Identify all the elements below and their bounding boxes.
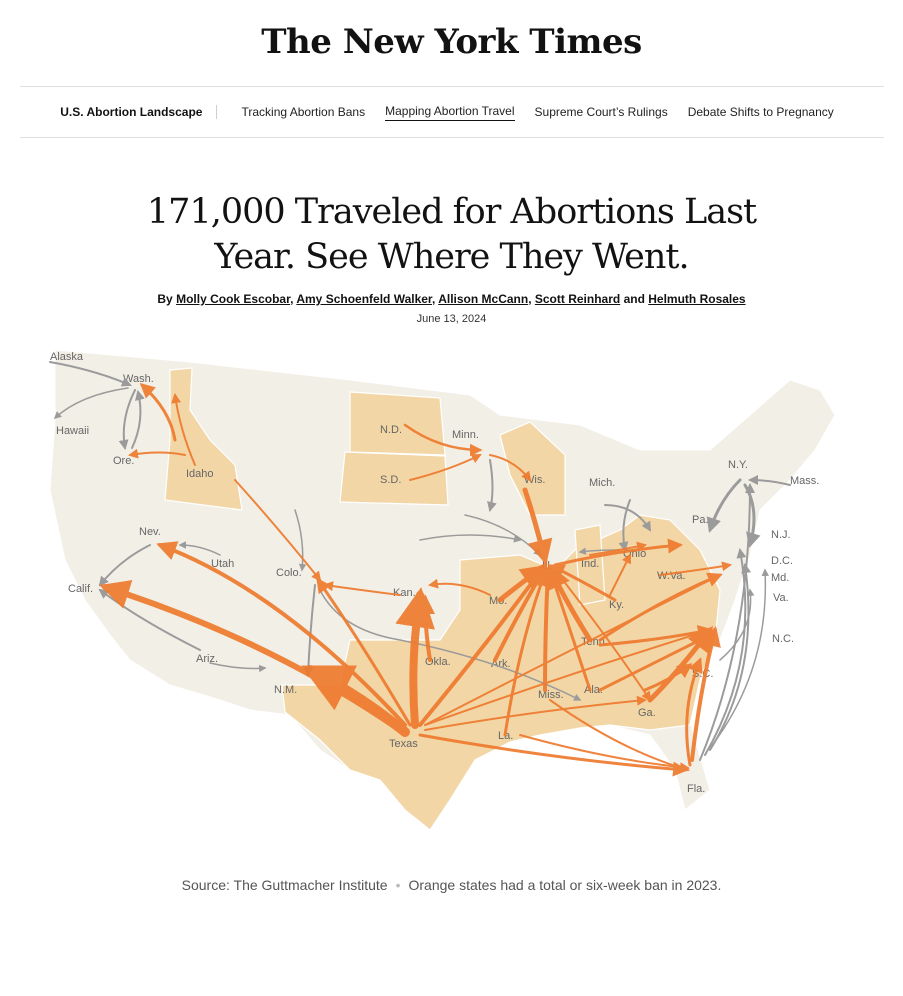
label-hawaii: Hawaii: [56, 425, 90, 437]
publish-date: June 13, 2024: [416, 313, 487, 325]
label-ny: N.Y.: [728, 459, 748, 471]
nav-item-tracking-bans[interactable]: Tracking Abortion Bans: [241, 105, 366, 119]
nyt-masthead[interactable]: [0, 22, 903, 62]
abortion-travel-map: [20, 340, 880, 840]
headline-line-1: 171,000 Traveled for Abortions Last: [146, 192, 757, 232]
headline: [0, 190, 903, 280]
label-mo: Mo.: [489, 595, 508, 607]
label-ala: Ala.: [584, 684, 603, 696]
author-link[interactable]: Helmuth Rosales: [648, 292, 746, 306]
label-ga: Ga.: [638, 707, 656, 719]
label-wis: Wis.: [524, 474, 546, 486]
label-miss: Miss.: [538, 689, 564, 701]
label-la: La.: [498, 730, 514, 742]
label-sc: S.C.: [692, 668, 714, 680]
source-text: Source: The Guttmacher Institute: [181, 877, 388, 893]
label-ky: Ky.: [609, 599, 625, 611]
byline-prefix: By: [157, 292, 173, 306]
label-nm: N.M.: [274, 684, 298, 696]
label-utah: Utah: [211, 558, 235, 570]
author-link[interactable]: Allison McCann: [438, 292, 529, 306]
author-link[interactable]: Scott Reinhard: [534, 292, 621, 306]
label-texas: Texas: [389, 738, 418, 750]
byline: By Molly Cook Escobar, Amy Schoenfeld Walker, Allison McCann, Scott Reinhard and Helmuth Rosales: [157, 292, 746, 306]
label-nev: Nev.: [139, 526, 161, 538]
label-dc: D.C.: [771, 555, 793, 567]
label-tenn: Tenn.: [581, 636, 608, 648]
legend-note: Orange states had a total or six-week ban in 2023.: [408, 877, 722, 893]
author-link[interactable]: Molly Cook Escobar: [176, 292, 291, 306]
label-mass: Mass.: [790, 475, 820, 487]
label-idaho: Idaho: [186, 468, 214, 480]
headline-line-2: Year. See Where They Went.: [214, 237, 689, 277]
label-ore: Ore.: [113, 455, 135, 467]
label-nc: N.C.: [772, 633, 794, 645]
nav-item-pregnancy-debate[interactable]: Debate Shifts to Pregnancy: [687, 105, 834, 119]
author-link[interactable]: Amy Schoenfeld Walker: [296, 292, 432, 306]
label-sd: S.D.: [380, 474, 402, 486]
label-colo: Colo.: [276, 567, 302, 579]
label-ill: Ill.: [542, 560, 553, 572]
label-ark: Ark.: [491, 658, 511, 670]
label-alaska: Alaska: [50, 351, 84, 363]
label-nd: N.D.: [380, 424, 402, 436]
label-ind: Ind.: [581, 558, 600, 570]
label-minn: Minn.: [452, 429, 479, 441]
label-ariz: Ariz.: [196, 653, 218, 665]
label-wash: Wash.: [123, 373, 154, 385]
label-fla: Fla.: [687, 783, 706, 795]
label-okla: Okla.: [425, 656, 451, 668]
nav-item-mapping-travel[interactable]: Mapping Abortion Travel: [385, 104, 514, 121]
label-md: Md.: [771, 572, 790, 584]
label-calif: Calif.: [68, 583, 94, 595]
nav-item-supreme-court[interactable]: Supreme Court’s Rulings: [534, 105, 668, 119]
label-nj: N.J.: [771, 529, 791, 541]
label-wva: W.Va.: [657, 570, 686, 582]
separator-dot: •: [395, 877, 401, 893]
nav-section-title[interactable]: U.S. Abortion Landscape: [60, 105, 217, 119]
source-note: [0, 877, 903, 893]
label-kan: Kan.: [393, 587, 416, 599]
label-ohio: Ohio: [623, 548, 647, 560]
topic-nav: [20, 86, 884, 138]
label-mich: Mich.: [589, 477, 616, 489]
label-va: Va.: [773, 592, 789, 604]
byline-and: and: [623, 292, 645, 306]
label-pa: Pa.: [692, 514, 709, 526]
nyt-logo[interactable]: The New York Times: [261, 22, 642, 62]
